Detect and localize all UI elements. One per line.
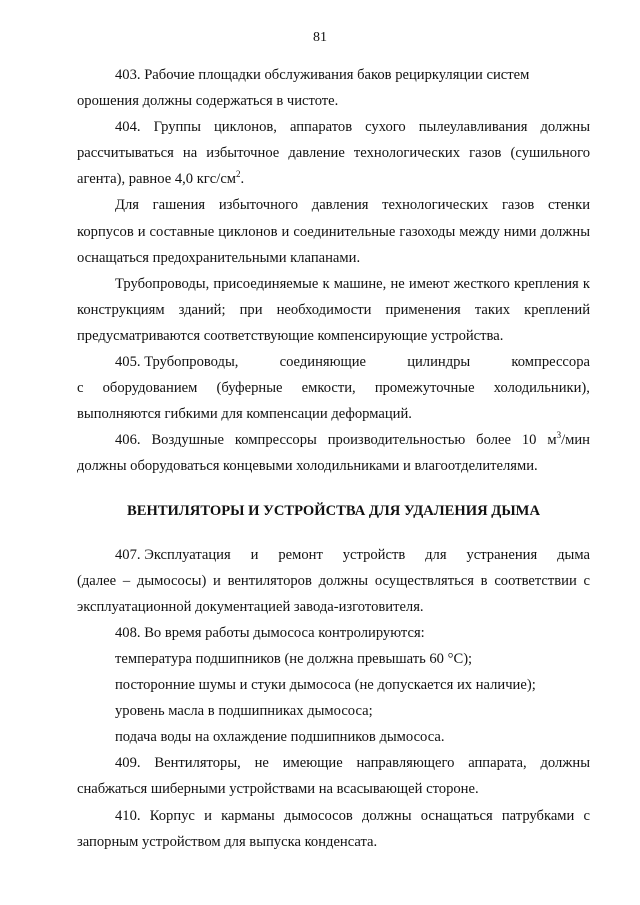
paragraph-403-cont bbox=[77, 88, 590, 114]
word: соединяющие bbox=[279, 354, 367, 371]
paragraph-gas-pressure: Для гашения избыточного давления технологических газов стенки корпусов и составные циклонов и соединительные газоходы между ними должны оснащаться предохранительными клапанами. bbox=[77, 197, 590, 266]
paragraph-408: 408. Во время работы дымососа контролируются: bbox=[115, 624, 425, 641]
word: 405. Трубопроводы, bbox=[115, 354, 239, 371]
paragraph-406-unit: /мин bbox=[561, 432, 590, 449]
paragraph-403-line2: орошения должны содержаться в чистоте. bbox=[77, 93, 339, 110]
paragraph-406-text: 406. Воздушные компрессоры производительностью более 10 м bbox=[115, 432, 557, 449]
paragraph-404-superscript: 2 bbox=[236, 169, 241, 180]
word: емкости, bbox=[301, 380, 356, 397]
word: 407. Эксплуатация bbox=[115, 546, 231, 563]
word: дыма bbox=[557, 546, 590, 563]
paragraph-pipelines: Трубопроводы, присоединяемые к машине, не имеют жесткого крепления к конструкциям зданий; при необходимости применения таких креплений предусматриваются соответствующие компенсирующие устройства. bbox=[77, 275, 590, 344]
paragraph-406-line2: должны оборудоваться концевыми холодильниками и влагоотделителями. bbox=[77, 458, 538, 475]
word: компрессора bbox=[511, 354, 590, 371]
paragraph-403 bbox=[77, 62, 590, 88]
word: холодильники), bbox=[493, 380, 590, 397]
word: и bbox=[250, 546, 259, 563]
paragraph-406 bbox=[77, 427, 590, 453]
word: цилиндры bbox=[407, 354, 471, 371]
paragraph-407-rest: (далее – дымососы) и вентиляторов должны осуществляться в соответствии с эксплуатационной документацией завода-изготовителя. bbox=[77, 572, 590, 615]
paragraph-405-line2 bbox=[77, 375, 590, 401]
word: для bbox=[425, 546, 447, 563]
word: с bbox=[77, 380, 84, 397]
word: (буферные bbox=[216, 380, 283, 397]
paragraph-404 bbox=[77, 114, 590, 192]
list-item: посторонние шумы и стуки дымососа (не допускается их наличие); bbox=[115, 677, 536, 694]
paragraph-406-superscript: 3 bbox=[556, 430, 562, 441]
page-number: 81 bbox=[313, 30, 327, 45]
word: ремонт bbox=[278, 546, 323, 563]
list-item: температура подшипников (не должна превышать 60 °С); bbox=[115, 650, 473, 667]
paragraph-405-line1 bbox=[77, 349, 590, 375]
list-item: уровень масла в подшипниках дымососа; bbox=[115, 703, 373, 720]
word: устройств bbox=[342, 546, 406, 563]
paragraph-409: 409. Вентиляторы, не имеющие направляющего аппарата, должны снабжаться шиберными устройствами на всасывающей стороне. bbox=[77, 755, 590, 798]
paragraph-405-line3: выполняются гибкими для компенсации деформаций. bbox=[77, 406, 412, 423]
word: устранения bbox=[466, 546, 538, 563]
paragraph-407-line1 bbox=[77, 542, 590, 568]
word: оборудованием bbox=[102, 380, 198, 397]
section-heading: ВЕНТИЛЯТОРЫ И УСТРОЙСТВА ДЛЯ УДАЛЕНИЯ ДЫМА bbox=[127, 502, 540, 519]
paragraph-410: 410. Корпус и карманы дымососов должны оснащаться патрубками с запорным устройством для выпуска конденсата. bbox=[77, 807, 590, 850]
paragraph-403-line1: 403. Рабочие площадки обслуживания баков рециркуляции систем bbox=[115, 67, 530, 83]
document-body bbox=[77, 62, 590, 855]
word: промежуточные bbox=[374, 380, 475, 397]
paragraph-404-text: 404. Группы циклонов, аппаратов сухого пылеулавливания должны рассчитываться на избыточное давление технологических газов (сушильного агента), равное 4,0 кгс/см bbox=[77, 119, 590, 188]
paragraph-404-end: . bbox=[240, 171, 245, 188]
list-item: подача воды на охлаждение подшипников дымососа. bbox=[115, 729, 445, 746]
